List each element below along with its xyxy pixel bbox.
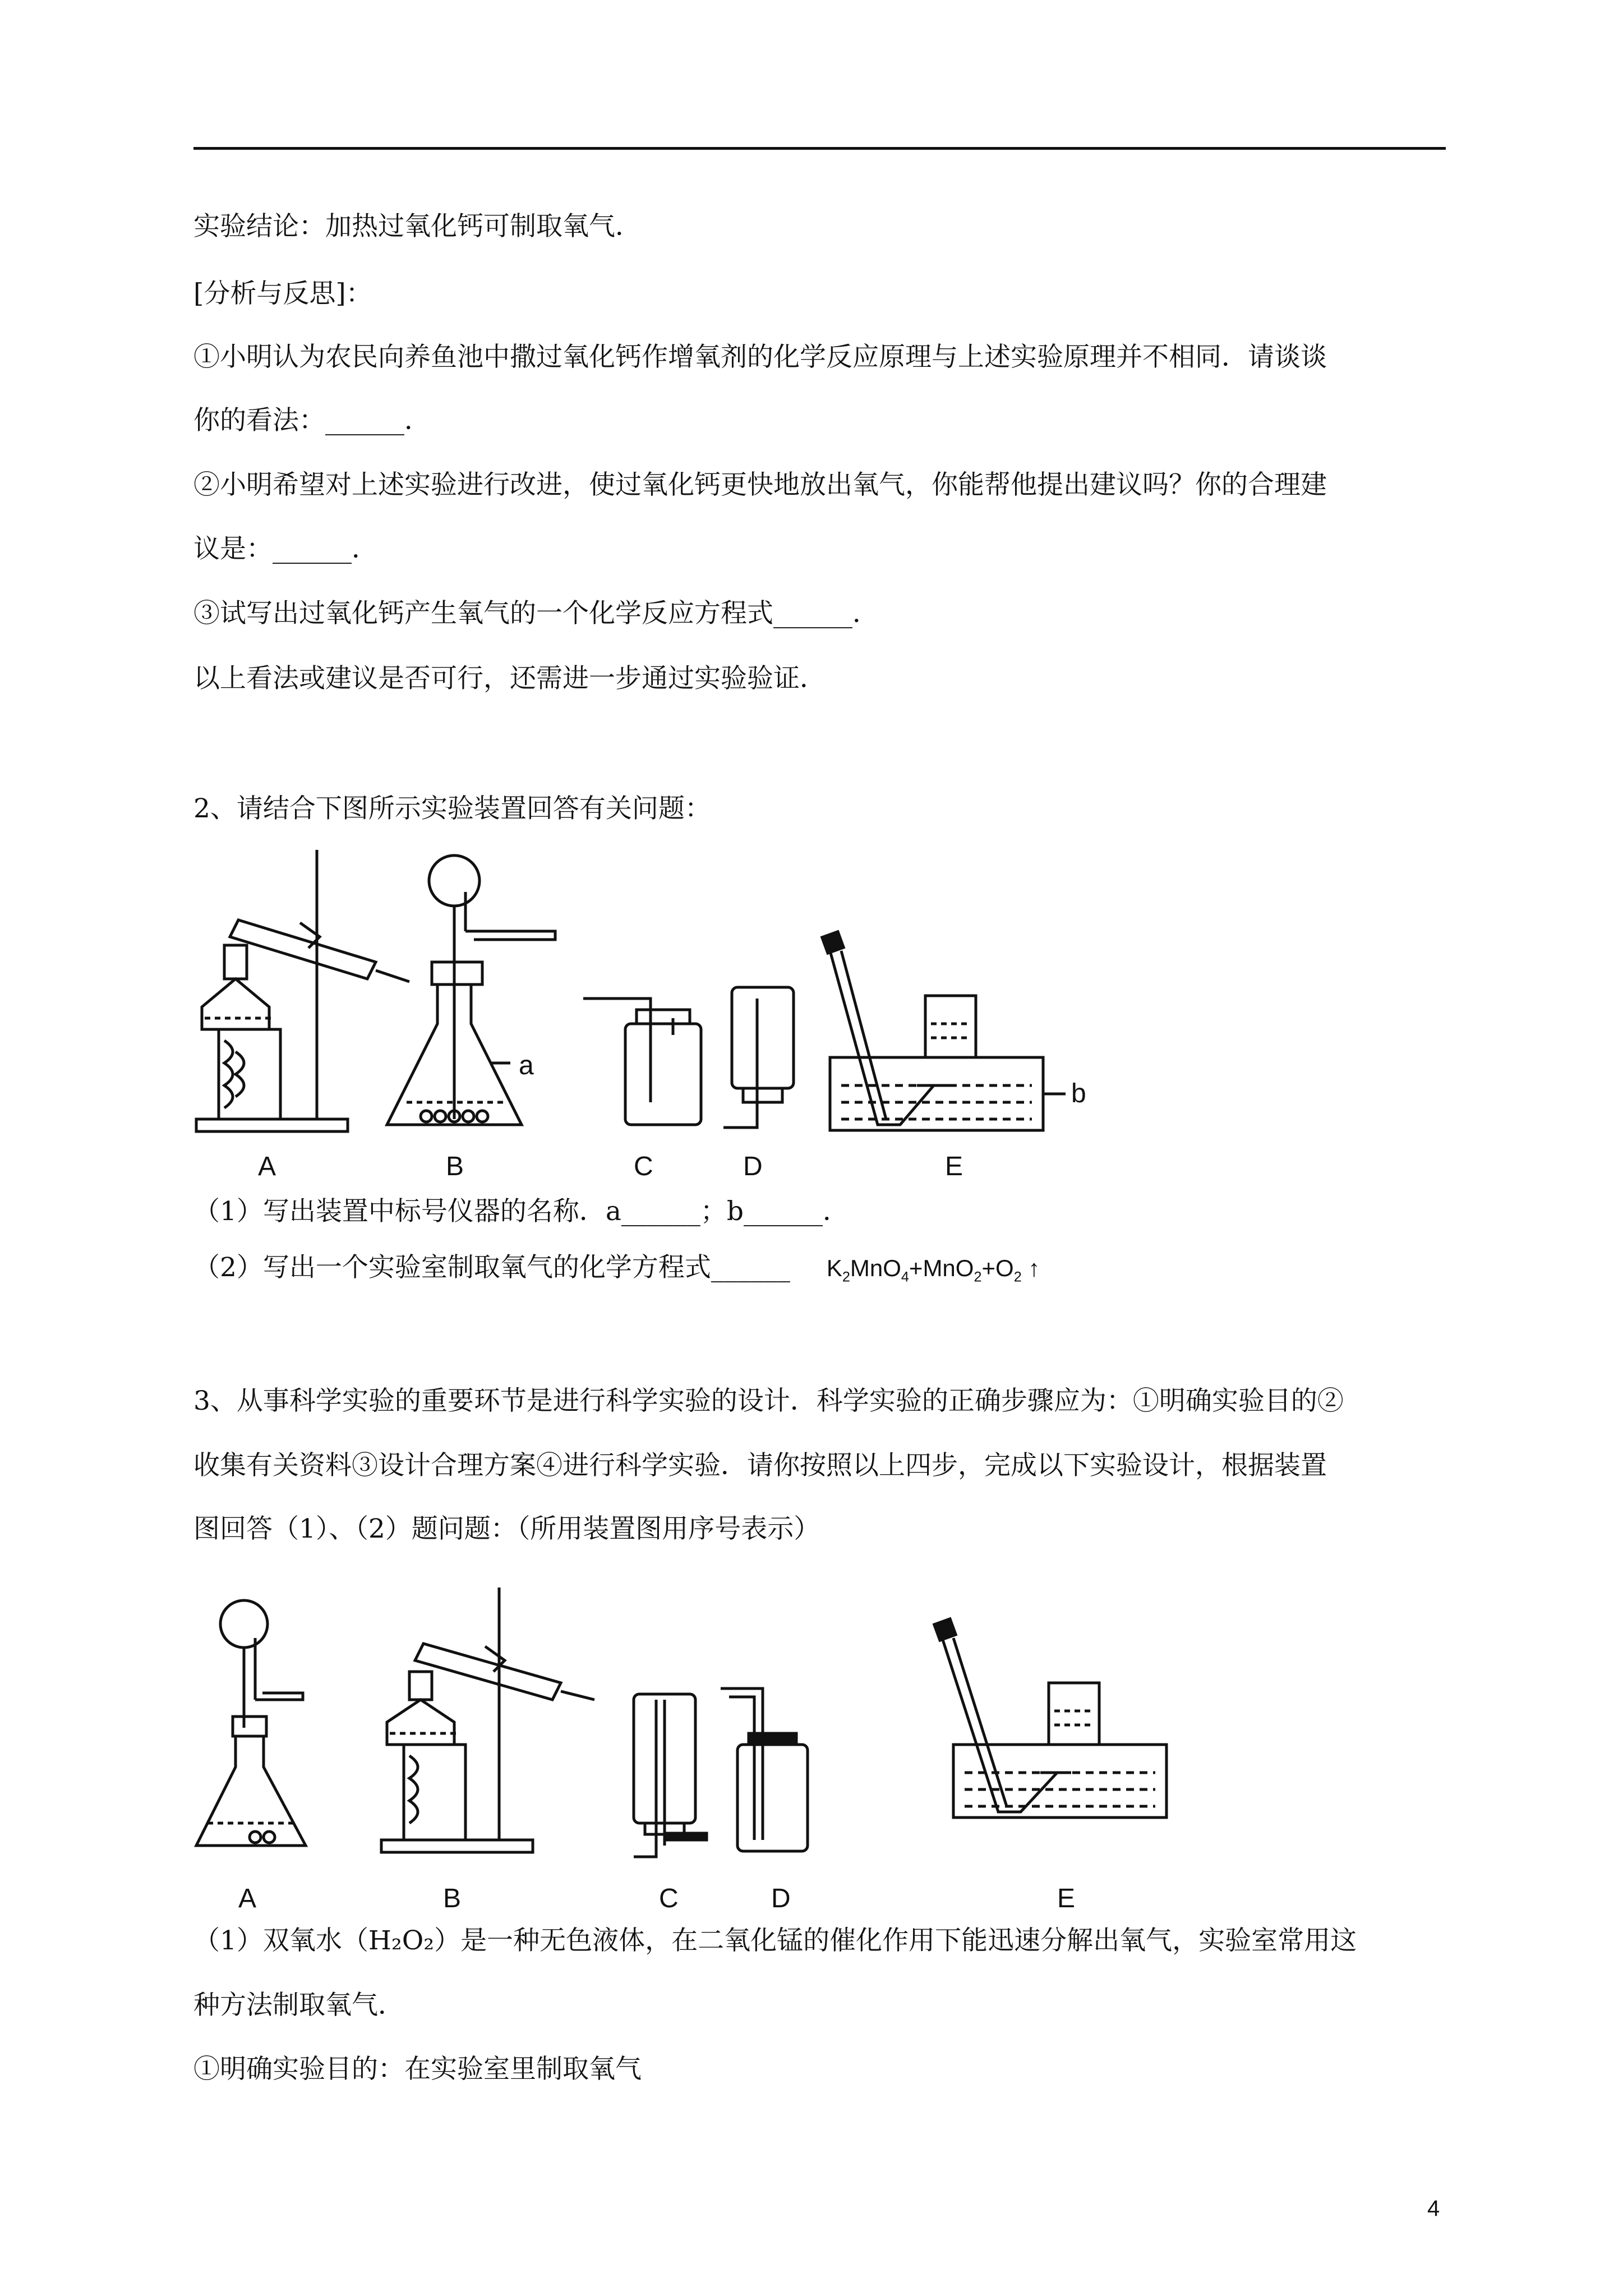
q2-label-b: B xyxy=(446,1152,464,1181)
q2-apparatus-c xyxy=(583,999,701,1125)
question3-stem-line3: 图回答（1）、（2）题问题：（所用装置图用序号表示） xyxy=(193,1513,820,1544)
q2-label-d: D xyxy=(743,1152,763,1181)
page-number: 4 xyxy=(1427,2196,1440,2221)
q2-apparatus-a xyxy=(196,850,409,1131)
question2-apparatus-figure xyxy=(191,839,1144,1198)
q3-label-c: C xyxy=(659,1884,679,1913)
reflection-q1-line1: ①小明认为农民向养鱼池中撒过氧化钙作增氧剂的化学反应原理与上述实验原理并不相同．请谈谈 xyxy=(193,342,1327,372)
question2-stem: 2、请结合下图所示实验装置回答有关问题： xyxy=(193,793,711,824)
question3-sub1-aim: ①明确实验目的：在实验室里制取氧气 xyxy=(193,2054,642,2085)
q2-reaction-products: $K_2MnO_4+MnO_2+O_2$ ↑ xyxy=(826,1255,1040,1285)
q2-label-e: E xyxy=(945,1152,963,1181)
reflection-q1-line2: 你的看法：______． xyxy=(193,405,431,436)
reflection-q2-line1: ②小明希望对上述实验进行改进，使过氧化钙更快地放出氧气，你能帮他提出建议吗？你的合理建 xyxy=(193,470,1327,500)
q2-apparatus-d xyxy=(723,987,794,1128)
reflection-q2-line2: 议是：______． xyxy=(193,533,378,564)
question3-stem-line1: 3、从事科学实验的重要环节是进行科学实验的设计．科学实验的正确步骤应为：①明确实验目的② xyxy=(193,1386,1344,1416)
conclusion-text: 实验结论：加热过氧化钙可制取氧气． xyxy=(193,211,642,242)
q3-label-e: E xyxy=(1057,1884,1076,1913)
q3-label-a: A xyxy=(238,1884,257,1913)
question3-sub1-line2: 种方法制取氧气． xyxy=(193,1990,404,2021)
q3-apparatus-a xyxy=(196,1600,306,1846)
q3-label-b: B xyxy=(443,1884,462,1913)
q3-apparatus-c xyxy=(634,1694,707,1857)
reflection-q3-line: ③试写出过氧化钙产生氧气的一个化学反应方程式______． xyxy=(193,598,879,629)
q3-label-d: D xyxy=(771,1884,791,1913)
q2-label-c: C xyxy=(634,1152,653,1181)
arrow-up-icon: ↑ xyxy=(1028,1255,1040,1281)
header-rule xyxy=(193,147,1446,150)
question2-sub1: （1）写出装置中标号仪器的名称．a______；b______． xyxy=(193,1196,850,1227)
closing-text: 以上看法或建议是否可行，还需进一步通过实验验证． xyxy=(193,663,826,694)
question3-apparatus-figure xyxy=(191,1576,1200,1918)
q2-callout-a: a xyxy=(519,1051,534,1080)
q2-apparatus-b xyxy=(387,855,555,1125)
q2-label-a: A xyxy=(258,1152,276,1181)
question3-sub1-line1: （1）双氧水（H₂O₂）是一种无色液体，在二氧化锰的催化作用下能迅速分解出氧气，实验室常用这 xyxy=(193,1925,1357,1956)
question2-sub2-row xyxy=(193,1250,1040,1295)
question3-stem-line2: 收集有关资料③设计合理方案④进行科学实验．请你按照以上四步，完成以下实验设计，根据装置 xyxy=(193,1450,1327,1481)
q2-formula-k: K xyxy=(826,1255,842,1281)
q3-apparatus-e xyxy=(934,1619,1166,1818)
question2-sub2: （2）写出一个实验室制取氧气的化学方程式______ xyxy=(193,1252,790,1283)
analysis-heading: [分析与反思]： xyxy=(193,278,372,309)
q2-apparatus-e xyxy=(822,932,1066,1130)
q3-apparatus-d xyxy=(721,1688,808,1851)
q2-callout-b: b xyxy=(1071,1079,1086,1108)
q3-apparatus-b xyxy=(381,1588,594,1852)
